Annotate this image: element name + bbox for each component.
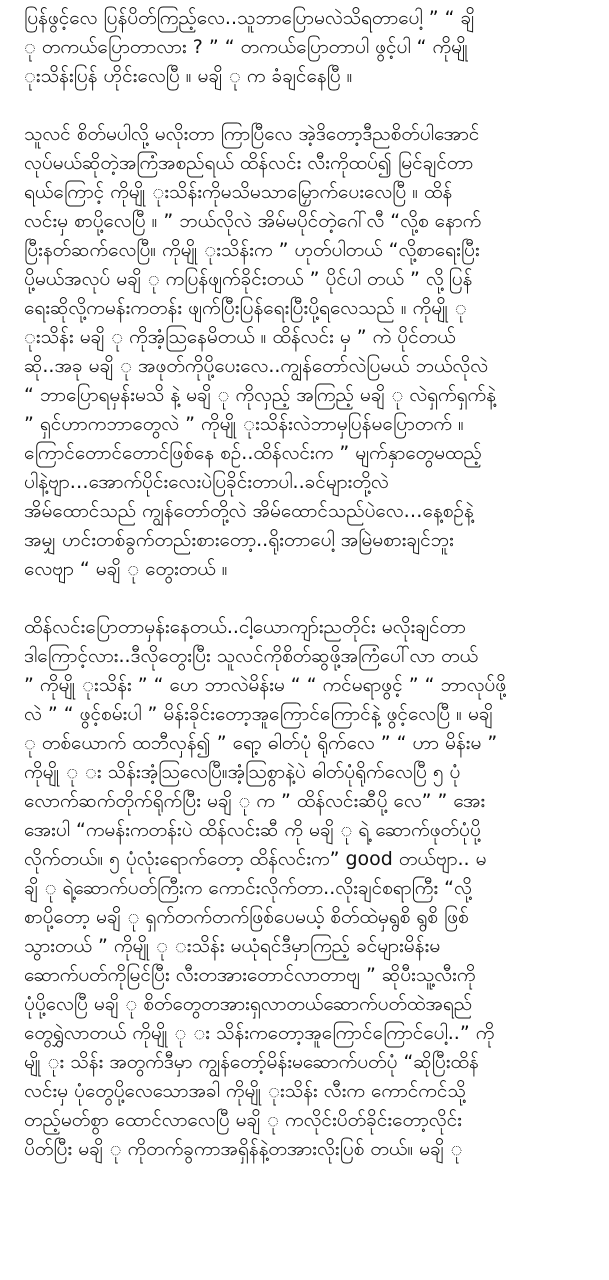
story-paragraph-1: ပြန်ဖွင့်လေ ပြန်ပိတ်ကြည့်လေ..သူဘာပြောမလဲသိရတာပေါ့ ” “ ချိ ု တကယ်ပြောတာလား ? ” “ တကယ်ပြောတာပါ ဖွင့်ပါ “ ကိုမျို ုးသိန်းပြန် ဟိုင်းလေပြီ ။ မချိ ု က ခံချင်နေပြီ ။ [24, 7, 475, 87]
story-paragraph-2: သူလင် စိတ်မပါလို့ မလိုးတာ ကြာပြီလေ အဲ့ဒိတော့ဒီညစိတ်ပါအောင် လုပ်မယ်ဆိုတဲ့အကြံအစည်ရယ် ထိန်လင်း လီးကိုထပ်၍ မြင်ချင်တာ ရယ်ကြောင့် ကိုမျို ုးသိန်းကိုမသိမသာမြှောက်ပေးလေပြီ ။ ထိန် လင်းမှ စာပို့လေပြီ ။ ” ဘယ်လိုလဲ အိမ်မပိုင်တဲ့ဂေါ်လီ “လို့စ နောက် ပြီးနတ်ဆက်လေပြီ။ ကိုမျို ုးသိန်းက ” ဟုတ်ပါတယ် “လို့စာရေးပြီး ပို့မယ်အလုပ် မချိ ု ကပြန်ဖျက်ခိုင်းတယ် ” ပိုင်ပါ တယ် ” လို့ပြန် ရေးဆိုလို့ကမန်းကတန်း ဖျက်ပြီးပြန်ရေးပြီးပို့ရလေသည် ။ ကိုမျို ု ုးသိန်း မချိ ု ကိုအံ့သြနေမိတယ် ။ ထိန်လင်း မှ ” ကဲ ပိုင်တယ် ဆို..အခု မချိ ု အဖုတ်ကိုပို့ပေးလေ..ကျွန်တော်လဲပြမယ် ဘယ်လိုလဲ “ ဘာပြောရမှန်းမသိ နဲ့ မချိ ု ကိုလှည့် အကြည့် မချိ ု လဲရှက်ရှက်နဲ့ ” ရှင်ဟာကဘာတွေလဲ ” ကိုမျို ုးသိန်းလဲဘာမှပြန်မပြောတက် ။ ကြောင်တောင်တောင်ဖြစ်နေ စဉ်..ထိန်လင်းက ” မျက်နှာတွေမထည့် ပါနဲ့ဗျာ…အောက်ပိုင်းလေးပဲပြခိုင်းတာပါ..ခင်များတို့လဲ အိမ်ထောင်သည် ကျွန်တော်တို့လဲ အိမ်ထောင်သည်ပဲလေ…နေ့စဉ်နဲ့ အမျှ ဟင်းတစ်ခွက်တည်းစားတော့..ရိုးတာပေါ့ အမြဲမစားချင်ဘူး လေဗျာ “ မချိ ု တွေးတယ် ။ [24, 123, 496, 580]
story-paragraph-3: ထိန်လင်းပြောတာမှန်းနေတယ်..ငါ့ယောကျာ်းညတိုင်း မလိုးချင်တာ ဒါကြောင့်လား..ဒီလိုတွေးပြီး သူလင်ကိုစိတ်ဆွဖို့အကြံပေါ်လာ တယ် ” ကိုမျို ုးသိန်း ” “ ဟေ ဘာလဲမိန်းမ “ “ ကင်မရာဖွင့် ” “ ဘာလုပ်ဖို့ လဲ ” “ ဖွင့်စမ်းပါ ” မိန်းခိုင်းတော့အူကြောင်ကြောင်နဲ့ ဖွင့်လေပြီ ။ မချိ ု တစ်ယောက် ထဘီလှန်၍ ” ရော့ ဓါတ်ပုံ ရိုက်လေ ” “ ဟာ မိန်းမ ” ကိုမျို ု း သိန်းအံ့သြလေပြီ။အံ့သြစွာနဲ့ပဲ ဓါတ်ပုံရိုက်လေပြီ ၅ ပုံ လောက်ဆက်တိုက်ရိုက်ပြီး မချိ ု က ” ထိန်လင်းဆီပို့ လေ” ” အေး အေးပါ “ကမန်းကတန်းပဲ ထိန်လင်းဆီ ကို မချိ ု ရဲ့ ဆောက်ဖုတ်ပုံပို့ လိုက်တယ်။ ၅ ပုံလုံးရောက်တော့ ထိန်လင်းက” good တယ်ဗျာ.. မ ချိ ု ရဲ့ဆောက်ပတ်ကြီးက ကောင်းလိုက်တာ..လိုးချင်စရာကြီး “လို့ စာပို့တော့ မချိ ု ရှက်တက်တက်ဖြစ်ပေမယ့် စိတ်ထဲမှရွစိ ရွစိ ဖြစ် သွားတယ် ” ကိုမျို ု းသိန်း မယုံရင်ဒီမှာကြည့် ခင်များမိန်းမ ဆောက်ပတ်ကိုမြင်ပြီး လီးတအားတောင်လာတာဗျ ” ဆိုပီးသူ့လီးကို ပုံပို့လေပြီ မချိ ု စိတ်တွေတအားရှလာတယ်ဆောက်ပတ်ထဲအရည် တွေရွှဲလာတယ် ကိုမျို ု း သိန်းကတော့အူကြောင်ကြောင်ပေါ့..” ကို မျို ုး သိန်း အတွက်ဒီမှာ ကျွန်တော့်မိန်းမဆောက်ပတ်ပုံ “ဆိုပြီးထိန် လင်းမှ ပုံတွေပို့လေသောအခါ ကိုမျို ုးသိန်း လီးက ကောင်ကင်သို့ တည့်မတ်စွာ ထောင်လာလေပြီ မချိ ု ကလိုင်းပိတ်ခိုင်းတော့လိုင်း ပိတ်ပြီး မချိ ု ကိုတက်ခွကာအရှိန်နဲ့တအားလိုးပြစ် တယ်။ မချိ ု [24, 616, 507, 1160]
